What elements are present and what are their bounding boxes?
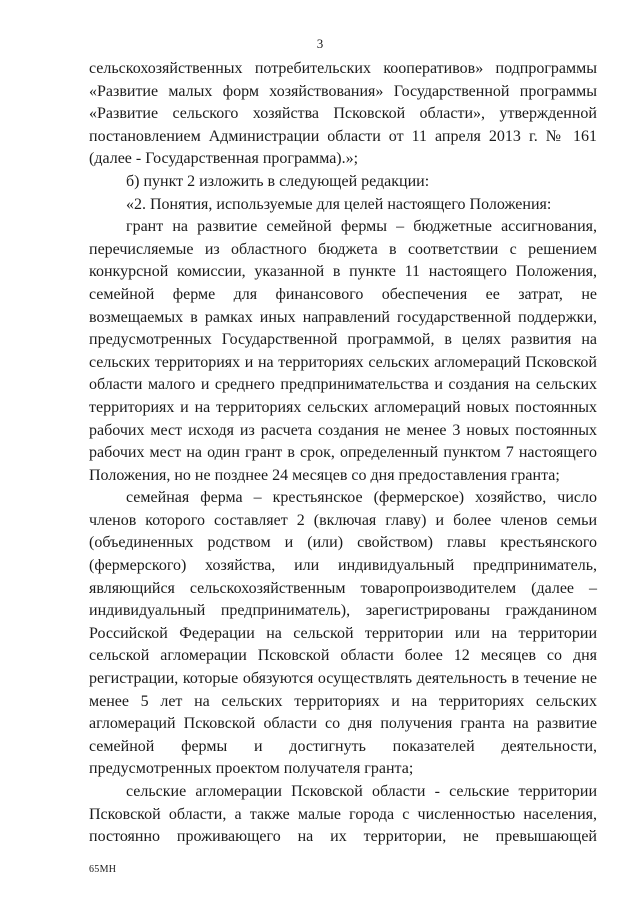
text-line: рабочих мест исходя из расчета создания не менее 3 новых постоянных — [89, 421, 597, 439]
footer-document-code: 65МН — [89, 864, 117, 875]
text-line: б) пункт 2 изложить в следующей редакции: — [126, 172, 430, 190]
text-line: сельские агломерации Псковской области - сельские территории — [126, 783, 597, 800]
text-line: (фермерского) хозяйства, или индивидуальный предприниматель, — [89, 557, 597, 575]
text-line: предусмотренных Государственной программой, в целях развития на — [89, 331, 597, 349]
text-line: Псковской области, а также малые города с численностью населения, — [89, 805, 597, 823]
text-line: возмещаемых в рамках иных направлений государственной поддержки, — [89, 308, 597, 326]
text-line: сельской агломерации Псковской области более 12 месяцев со дня — [89, 647, 597, 665]
text-line: членов которого составляет 2 (включая главу) и более членов семьи — [89, 511, 597, 529]
text-line: области малого и среднего предпринимательства и создания на сельских — [89, 376, 597, 394]
text-line: Положения, но не позднее 24 месяцев со дня предоставления гранта; — [89, 466, 560, 484]
text-line: «2. Понятия, используемые для целей настоящего Положения: — [126, 195, 552, 213]
text-line: сельских территориях и на территориях сельских агломераций Псковской — [89, 353, 597, 371]
text-line: семейная ферма – крестьянское (фермерское) хозяйство, число — [126, 489, 597, 507]
text-line: «Развитие сельского хозяйства Псковской области», утвержденной — [89, 105, 597, 123]
text-line: территориях и на территориях сельских агломераций новых постоянных — [89, 398, 597, 416]
text-line: конкурсной комиссии, указанной в пункте 11 настоящего Положения, — [89, 263, 597, 281]
text-line: являющийся сельскохозяйственным товаропроизводителем (далее – — [89, 579, 597, 597]
text-line: «Развитие малых форм хозяйствования» Государственной программы — [89, 82, 597, 100]
text-line: постоянно проживающего на их территории, не превышающей — [89, 828, 597, 846]
text-line: семейной ферме для финансового обеспечения ее затрат, не — [89, 285, 597, 303]
document-body — [89, 58, 597, 849]
text-line: индивидуальный предприниматель), зарегистрированы гражданином — [89, 602, 597, 620]
text-line: постановлением Администрации области от 11 апреля 2013 г. № 161 — [89, 127, 597, 145]
text-line: предусмотренных проектом получателя гранта; — [89, 760, 414, 778]
text-line: перечисляемые из областного бюджета в соответствии с решением — [89, 240, 597, 258]
text-line: семейной фермы и достигнуть показателей деятельности, — [89, 737, 597, 755]
text-line: рабочих мест на один грант в срок, определенный пунктом 7 настоящего — [89, 444, 597, 462]
text-line: (объединенных родством и (или) свойством) главы крестьянского — [89, 534, 597, 552]
page-number: 3 — [316, 36, 324, 51]
text-line: Российской Федерации на сельской территории или на территории — [89, 624, 597, 642]
text-line: менее 5 лет на сельских территориях и на территориях сельских — [89, 692, 597, 710]
text-line: агломераций Псковской области со дня получения гранта на развитие — [89, 715, 597, 733]
text-line: грант на развитие семейной фермы – бюджетные ассигнования, — [126, 218, 597, 236]
text-line: сельскохозяйственных потребительских кооперативов» подпрограммы — [89, 60, 597, 77]
text-line: регистрации, которые обязуются осуществлять деятельность в течение не — [89, 670, 597, 688]
text-line: (далее - Государственная программа).»; — [89, 150, 359, 168]
